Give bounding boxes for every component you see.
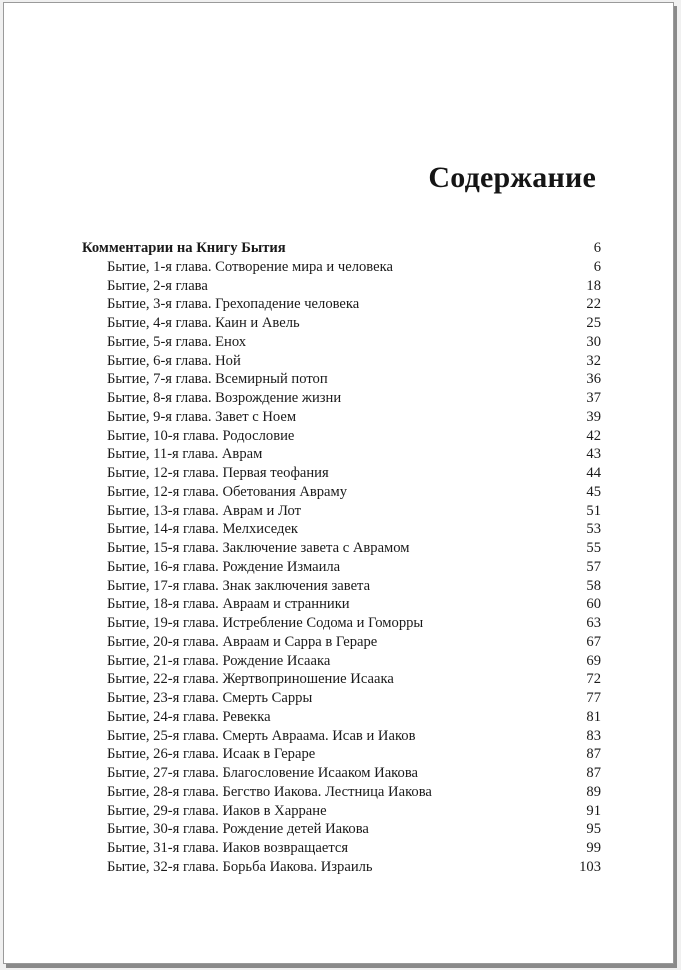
toc-entry-page: 89 (586, 783, 601, 800)
toc-entry-page: 103 (579, 858, 601, 875)
toc-entry-page: 43 (586, 446, 601, 463)
toc-entry-page: 60 (586, 596, 601, 613)
toc-entry-page: 44 (586, 465, 601, 481)
toc-entry[interactable] (82, 745, 601, 764)
toc-entry-label: Бытие, 32-я глава. Борьба Иакова. Израиль (107, 858, 373, 875)
toc-entry[interactable] (82, 652, 601, 671)
toc-entry-label: Комментарии на Книгу Бытия (82, 240, 286, 256)
toc-entry[interactable] (82, 370, 601, 389)
toc-entry-page: 87 (586, 765, 601, 781)
toc-entry[interactable] (82, 483, 601, 502)
toc-entry[interactable] (82, 539, 601, 558)
toc-entry-label: Бытие, 26-я глава. Исаак в Гераре (107, 746, 316, 763)
toc-entry[interactable] (82, 670, 601, 689)
toc-entry[interactable] (82, 558, 601, 577)
toc-entry-label: Бытие, 12-я глава. Первая теофания (107, 465, 329, 481)
toc-entry-label: Бытие, 11-я глава. Аврам (107, 446, 263, 463)
toc-entry-label: Бытие, 3-я глава. Грехопадение человека (107, 296, 360, 313)
toc-entry-label: Бытие, 19-я глава. Истребление Содома и Гоморры (107, 615, 424, 631)
toc-entry-page: 36 (586, 371, 601, 388)
toc-entry[interactable] (82, 839, 601, 858)
toc-entry-label: Бытие, 13-я глава. Аврам и Лот (107, 502, 302, 519)
toc-entry-page: 42 (586, 427, 601, 444)
toc-entry-label: Бытие, 23-я глава. Смерть Сарры (107, 690, 313, 706)
toc-entry-label: Бытие, 29-я глава. Иаков в Харране (107, 802, 327, 819)
toc-entry-page: 6 (593, 240, 601, 256)
toc-entry-label: Бытие, 2-я глава (107, 277, 208, 294)
toc-entry[interactable] (82, 333, 601, 352)
toc-entry-page: 87 (586, 746, 601, 763)
toc-entry[interactable] (82, 764, 601, 783)
toc-entry[interactable] (82, 614, 601, 633)
toc-entry[interactable] (82, 427, 601, 446)
toc-entry-label: Бытие, 8-я глава. Возрождение жизни (107, 390, 342, 406)
toc-entry-label: Бытие, 21-я глава. Рождение Исаака (107, 652, 331, 669)
toc-entry-label: Бытие, 12-я глава. Обетования Авраму (107, 483, 348, 500)
toc-entry-label: Бытие, 20-я глава. Авраам и Сарра в Гераре (107, 633, 378, 650)
toc-entry-label: Бытие, 7-я глава. Всемирный потоп (107, 371, 328, 388)
toc-entry[interactable] (82, 445, 601, 464)
toc-entry-label: Бытие, 1-я глава. Сотворение мира и человека (107, 258, 393, 275)
toc-entry-page: 72 (586, 671, 601, 688)
toc-entry[interactable] (82, 520, 601, 539)
toc-entry-label: Бытие, 16-я глава. Рождение Измаила (107, 558, 341, 575)
toc-entry[interactable] (82, 389, 601, 408)
toc-entry-label: Бытие, 25-я глава. Смерть Авраама. Исав и Иаков (107, 727, 416, 744)
toc-entry[interactable] (82, 783, 601, 802)
toc-entry-page: 51 (586, 502, 601, 519)
toc-entry-page: 45 (586, 483, 601, 500)
toc-entry-page: 37 (586, 390, 601, 406)
toc-entry-label: Бытие, 30-я глава. Рождение детей Иакова (107, 821, 369, 838)
toc-entry[interactable] (82, 727, 601, 746)
toc-entry-label: Бытие, 6-я глава. Ной (107, 352, 241, 369)
toc-items-list (82, 258, 601, 877)
toc-entry-page: 83 (586, 727, 601, 744)
toc-entry[interactable] (82, 577, 601, 596)
toc-entry-label: Бытие, 22-я глава. Жертвоприношение Исаака (107, 671, 394, 688)
toc-entry-label: Бытие, 5-я глава. Енох (107, 333, 247, 350)
toc-entry-label: Бытие, 28-я глава. Бегство Иакова. Лестница Иакова (107, 783, 432, 800)
toc-entry[interactable] (82, 708, 601, 727)
toc-entry[interactable] (82, 314, 601, 333)
toc-entry[interactable] (82, 858, 601, 877)
toc-entry[interactable] (82, 802, 601, 821)
toc-entry-page: 67 (586, 633, 601, 650)
toc-entry-page: 18 (586, 277, 601, 294)
toc-entry-label: Бытие, 31-я глава. Иаков возвращается (107, 840, 349, 856)
toc-entry-label: Бытие, 4-я глава. Каин и Авель (107, 315, 300, 331)
toc-entry-label: Бытие, 14-я глава. Мелхиседек (107, 521, 299, 538)
toc-entry[interactable] (82, 464, 601, 483)
toc-entry-page: 63 (586, 615, 601, 631)
toc-entry-page: 6 (593, 258, 601, 275)
toc-entry-page: 69 (586, 652, 601, 669)
toc-entry-page: 95 (586, 821, 601, 838)
toc-entry-page: 39 (586, 408, 601, 425)
toc-entry-page: 91 (586, 802, 601, 819)
toc-entry-label: Бытие, 9-я глава. Завет с Ноем (107, 408, 297, 425)
toc-entry-page: 55 (586, 540, 601, 556)
toc-entry-label: Бытие, 18-я глава. Авраам и странники (107, 596, 350, 613)
toc-entry[interactable] (82, 352, 601, 371)
toc-entry[interactable] (82, 820, 601, 839)
document-page (3, 2, 674, 964)
toc-entry[interactable] (82, 633, 601, 652)
page-title: Содержание (428, 161, 596, 194)
toc-entry[interactable] (82, 295, 601, 314)
toc-entry[interactable] (82, 595, 601, 614)
toc-entry-label: Бытие, 27-я глава. Благословение Исааком Иакова (107, 765, 418, 781)
toc-entry[interactable] (82, 502, 601, 521)
toc-entry-label: Бытие, 24-я глава. Ревекка (107, 708, 271, 725)
toc-main-entry[interactable] (82, 239, 601, 258)
toc-entry-page: 81 (586, 708, 601, 725)
toc-entry-label: Бытие, 17-я глава. Знак заключения завета (107, 577, 371, 594)
toc-entry-page: 25 (586, 315, 601, 331)
toc-entry-page: 57 (586, 558, 601, 575)
toc-entry-page: 99 (586, 840, 601, 856)
toc-entry-label: Бытие, 15-я глава. Заключение завета с Аврамом (107, 540, 410, 556)
toc-entry[interactable] (82, 277, 601, 296)
toc-entry-page: 32 (586, 352, 601, 369)
toc-entry-label: Бытие, 10-я глава. Родословие (107, 427, 295, 444)
toc-entry[interactable] (82, 689, 601, 708)
toc-entry[interactable] (82, 408, 601, 427)
table-of-contents (82, 239, 601, 877)
toc-entry-page: 77 (586, 690, 601, 706)
toc-entry[interactable] (82, 258, 601, 277)
toc-entry-page: 30 (586, 333, 601, 350)
toc-entry-page: 22 (586, 296, 601, 313)
toc-entry-page: 58 (586, 577, 601, 594)
toc-entry-page: 53 (586, 521, 601, 538)
